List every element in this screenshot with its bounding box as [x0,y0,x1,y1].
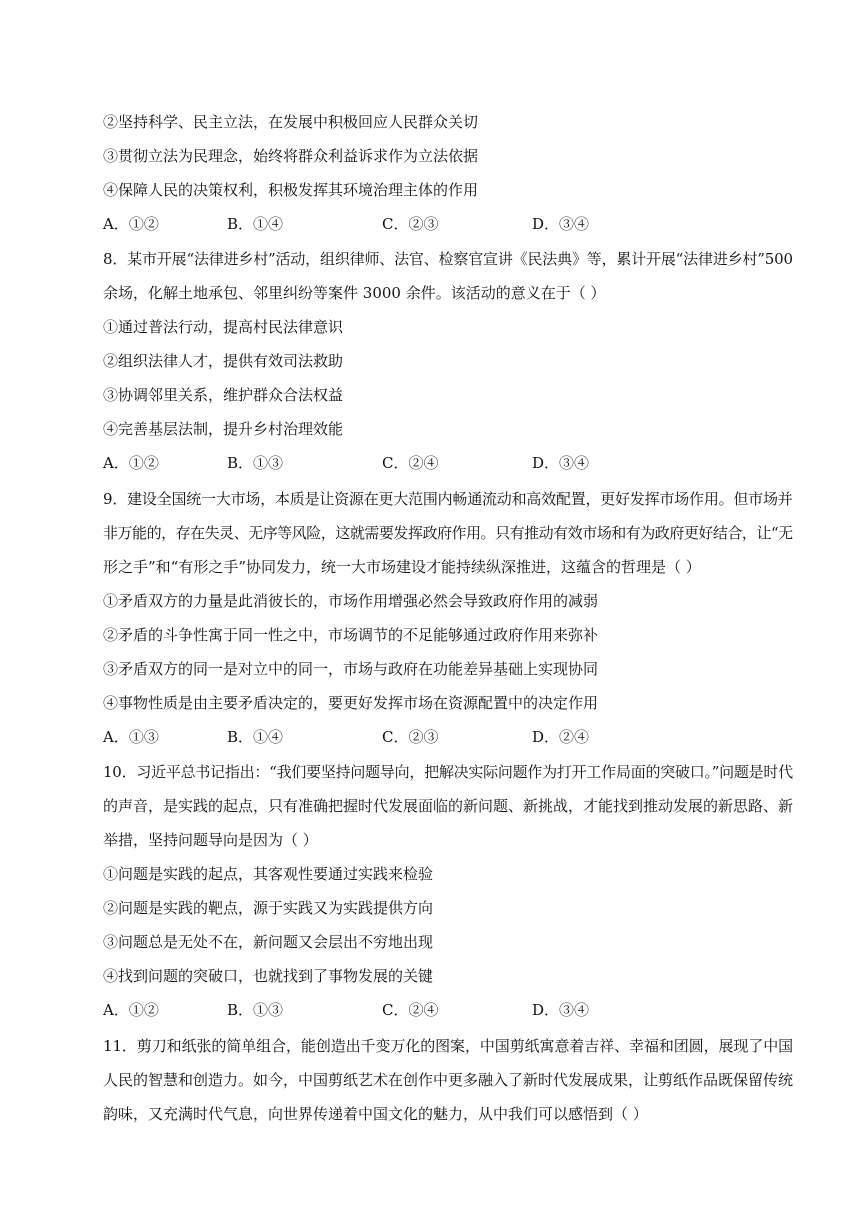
q8-option-b: B．①③ [227,454,284,472]
q9-options [103,727,793,747]
q7-option-d: D．③④ [532,215,590,233]
q8-choice-1: ①通过普法行动，提高村民法律意识 [103,318,344,336]
q8-option-d: D．③④ [532,454,590,472]
q10-choice-1: ①问题是实践的起点，其客观性要通过实践来检验 [103,865,434,883]
q8-stem-line-2: 余场，化解土地承包、邻里纠纷等案件 3000 余件。该活动的意义在于（ ） [103,284,606,302]
q11-stem-line-3: 韵味，又充满时代气息，向世界传递着中国文化的魅力，从中我们可以感悟到（ ） [103,1105,648,1123]
q9-stem-line-3: 形之手”和“有形之手”协同发力，统一大市场建设才能持续纵深推进，这蕴含的哲理是（ ） [103,558,701,576]
q7-option-b: B．①④ [227,215,284,233]
q10-stem-line-2: 的声音，是实践的起点，只有准确把握时代发展面临的新问题、新挑战，才能找到推动发展的新思路、新 [103,797,794,815]
q10-option-d: D．③④ [532,1001,590,1019]
q10-option-b: B．①③ [227,1001,284,1019]
q9-choice-4: ④事物性质是由主要矛盾决定的，要更好发挥市场在资源配置中的决定作用 [103,694,599,712]
q9-choice-3: ③矛盾双方的同一是对立中的同一，市场与政府在功能差异基础上实现协同 [103,660,599,678]
q9-option-c: C．②③ [382,728,439,746]
q10-choice-3: ③问题总是无处不在，新问题又会层出不穷地出现 [103,933,434,951]
q10-option-a: A．①② [103,1001,159,1019]
q7-choice-4: ④保障人民的决策权利，积极发挥其环境治理主体的作用 [103,181,479,199]
q10-option-c: C．②④ [382,1001,439,1019]
q9-option-d: D．②④ [532,728,590,746]
q7-option-c: C．②③ [382,215,439,233]
q8-choice-4: ④完善基层法制，提升乡村治理效能 [103,420,344,438]
q10-stem-line-3: 举措，坚持问题导向是因为（ ） [103,831,318,849]
q9-option-a: A．①③ [103,728,159,746]
q7-choice-3: ③贯彻立法为民理念，始终将群众利益诉求作为立法依据 [103,147,479,165]
q7-options [103,214,793,234]
q9-stem-line-1: 9．建设全国统一大市场，本质是让资源在更大范围内畅通流动和高效配置，更好发挥市场作用。但市场并 [103,490,793,508]
q10-choice-4: ④找到问题的突破口，也就找到了事物发展的关键 [103,967,434,985]
q10-stem-line-1: 10．习近平总书记指出：“我们要坚持问题导向，把解决实际问题作为打开工作局面的突破口。”问题是时代 [103,763,793,781]
q8-option-a: A．①② [103,454,159,472]
q9-choice-2: ②矛盾的斗争性寓于同一性之中，市场调节的不足能够通过政府作用来弥补 [103,626,599,644]
q8-option-c: C．②④ [382,454,439,472]
q11-stem-line-2: 人民的智慧和创造力。如今，中国剪纸艺术在创作中更多融入了新时代发展成果，让剪纸作品既保留传统 [103,1071,794,1089]
q9-option-b: B．①④ [227,728,284,746]
q9-choice-1: ①矛盾双方的力量是此消彼长的，市场作用增强必然会导致政府作用的减弱 [103,592,599,610]
q8-choice-2: ②组织法律人才，提供有效司法救助 [103,352,344,370]
q8-options [103,453,793,473]
q10-choice-2: ②问题是实践的靶点，源于实践又为实践提供方向 [103,899,434,917]
q8-choice-3: ③协调邻里关系，维护群众合法权益 [103,386,344,404]
q9-stem-line-2: 非万能的，存在失灵、无序等风险，这就需要发挥政府作用。只有推动有效市场和有为政府更好结合，让“无 [103,524,793,542]
q11-stem-line-1: 11．剪刀和纸张的简单组合，能创造出千变万化的图案，中国剪纸寓意着吉祥、幸福和团圆，展现了中国 [103,1037,794,1055]
q10-options [103,1000,793,1020]
q7-choice-2: ②坚持科学、民主立法，在发展中积极回应人民群众关切 [103,113,479,131]
q8-stem-line-1: 8．某市开展“法律进乡村”活动，组织律师、法官、检察官宣讲《民法典》等，累计开展“法律进乡村”500 [103,250,793,268]
q7-option-a: A．①② [103,215,159,233]
